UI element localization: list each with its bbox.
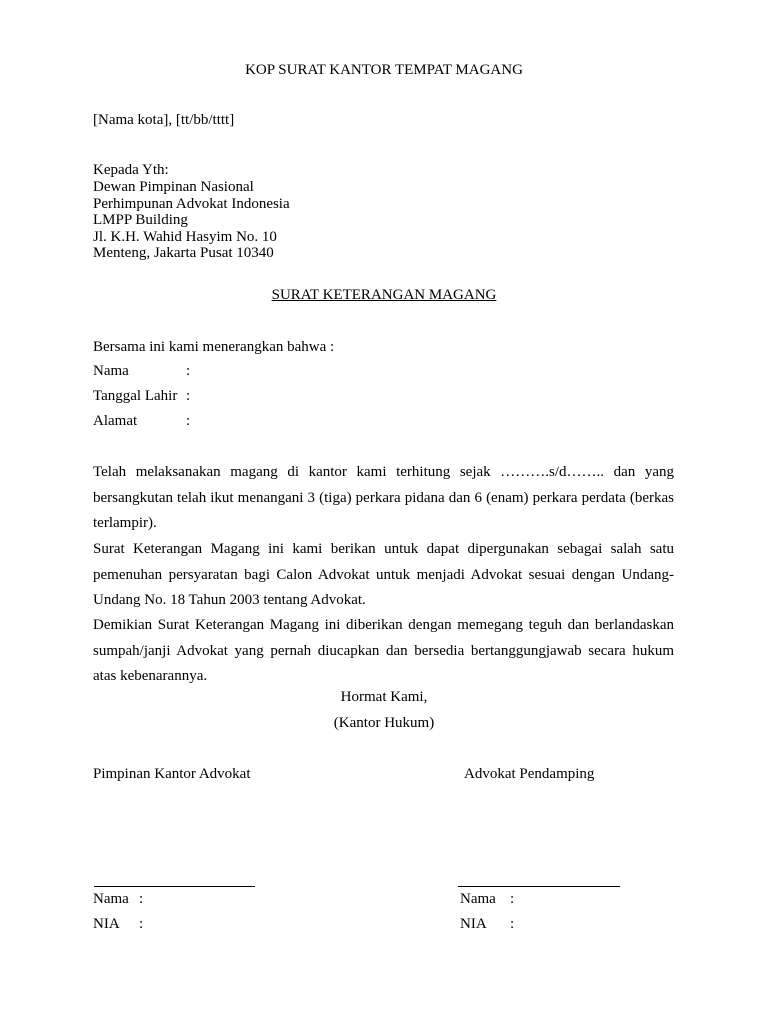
body-paragraph-1: Telah melaksanakan magang di kantor kami terhitung sejak ……….s/d…….. dan yang bersangkutan telah ikut menangani 3 (tiga) perkara pidana dan 6 (enam) perkara perdata (berkas terlampir).	[93, 464, 674, 531]
field-colon: :	[139, 916, 144, 932]
field-label-nama: Nama	[93, 363, 129, 379]
field-colon: :	[139, 891, 144, 907]
closing-office: (Kantor Hukum)	[333, 715, 435, 731]
signatory-left-title: Pimpinan Kantor Advokat	[93, 766, 251, 782]
body-paragraph-2: Surat Keterangan Magang ini kami berikan untuk dapat dipergunakan sebagai salah satu pemenuhan persyaratan bagi Calon Advokat untuk menjadi Advokat sesuai dengan Undang-Undang No. 18 Tahun 2003 tentang Advokat.	[93, 541, 674, 608]
recipient-line: Jl. K.H. Wahid Hasyim No. 10	[93, 229, 277, 245]
field-label-tanggal-lahir: Tanggal Lahir	[93, 388, 178, 404]
letterhead: KOP SURAT KANTOR TEMPAT MAGANG	[245, 62, 523, 78]
signature-line-right	[458, 886, 620, 887]
field-colon: :	[186, 363, 191, 379]
field-colon: :	[186, 388, 191, 404]
recipient-line: LMPP Building	[93, 212, 188, 228]
recipient-greeting: Kepada Yth:	[93, 162, 169, 178]
field-colon: :	[510, 916, 515, 932]
letter-subject: SURAT KETERANGAN MAGANG	[271, 287, 497, 303]
date-line: [Nama kota], [tt/bb/tttt]	[93, 112, 235, 128]
field-colon: :	[510, 891, 515, 907]
field-colon: :	[186, 413, 191, 429]
recipient-line: Dewan Pimpinan Nasional	[93, 179, 254, 195]
signatory-right-nia-label: NIA	[460, 916, 487, 932]
body-paragraph-3: Demikian Surat Keterangan Magang ini diberikan dengan memegang teguh dan berlandaskan sumpah/janji Advokat yang pernah diucapkan dan bersedia bertanggungjawab secara hukum atas kebenarannya.	[93, 617, 674, 684]
signatory-left-name-label: Nama	[93, 891, 129, 907]
signatory-left-nia-label: NIA	[93, 916, 120, 932]
signature-line-left	[94, 886, 255, 887]
recipient-line: Menteng, Jakarta Pusat 10340	[93, 245, 274, 261]
closing-salutation: Hormat Kami,	[340, 689, 428, 705]
recipient-line: Perhimpunan Advokat Indonesia	[93, 196, 290, 212]
signatory-right-title: Advokat Pendamping	[464, 766, 595, 782]
signatory-right-name-label: Nama	[460, 891, 496, 907]
intro-text: Bersama ini kami menerangkan bahwa :	[93, 339, 335, 355]
field-label-alamat: Alamat	[93, 413, 138, 429]
